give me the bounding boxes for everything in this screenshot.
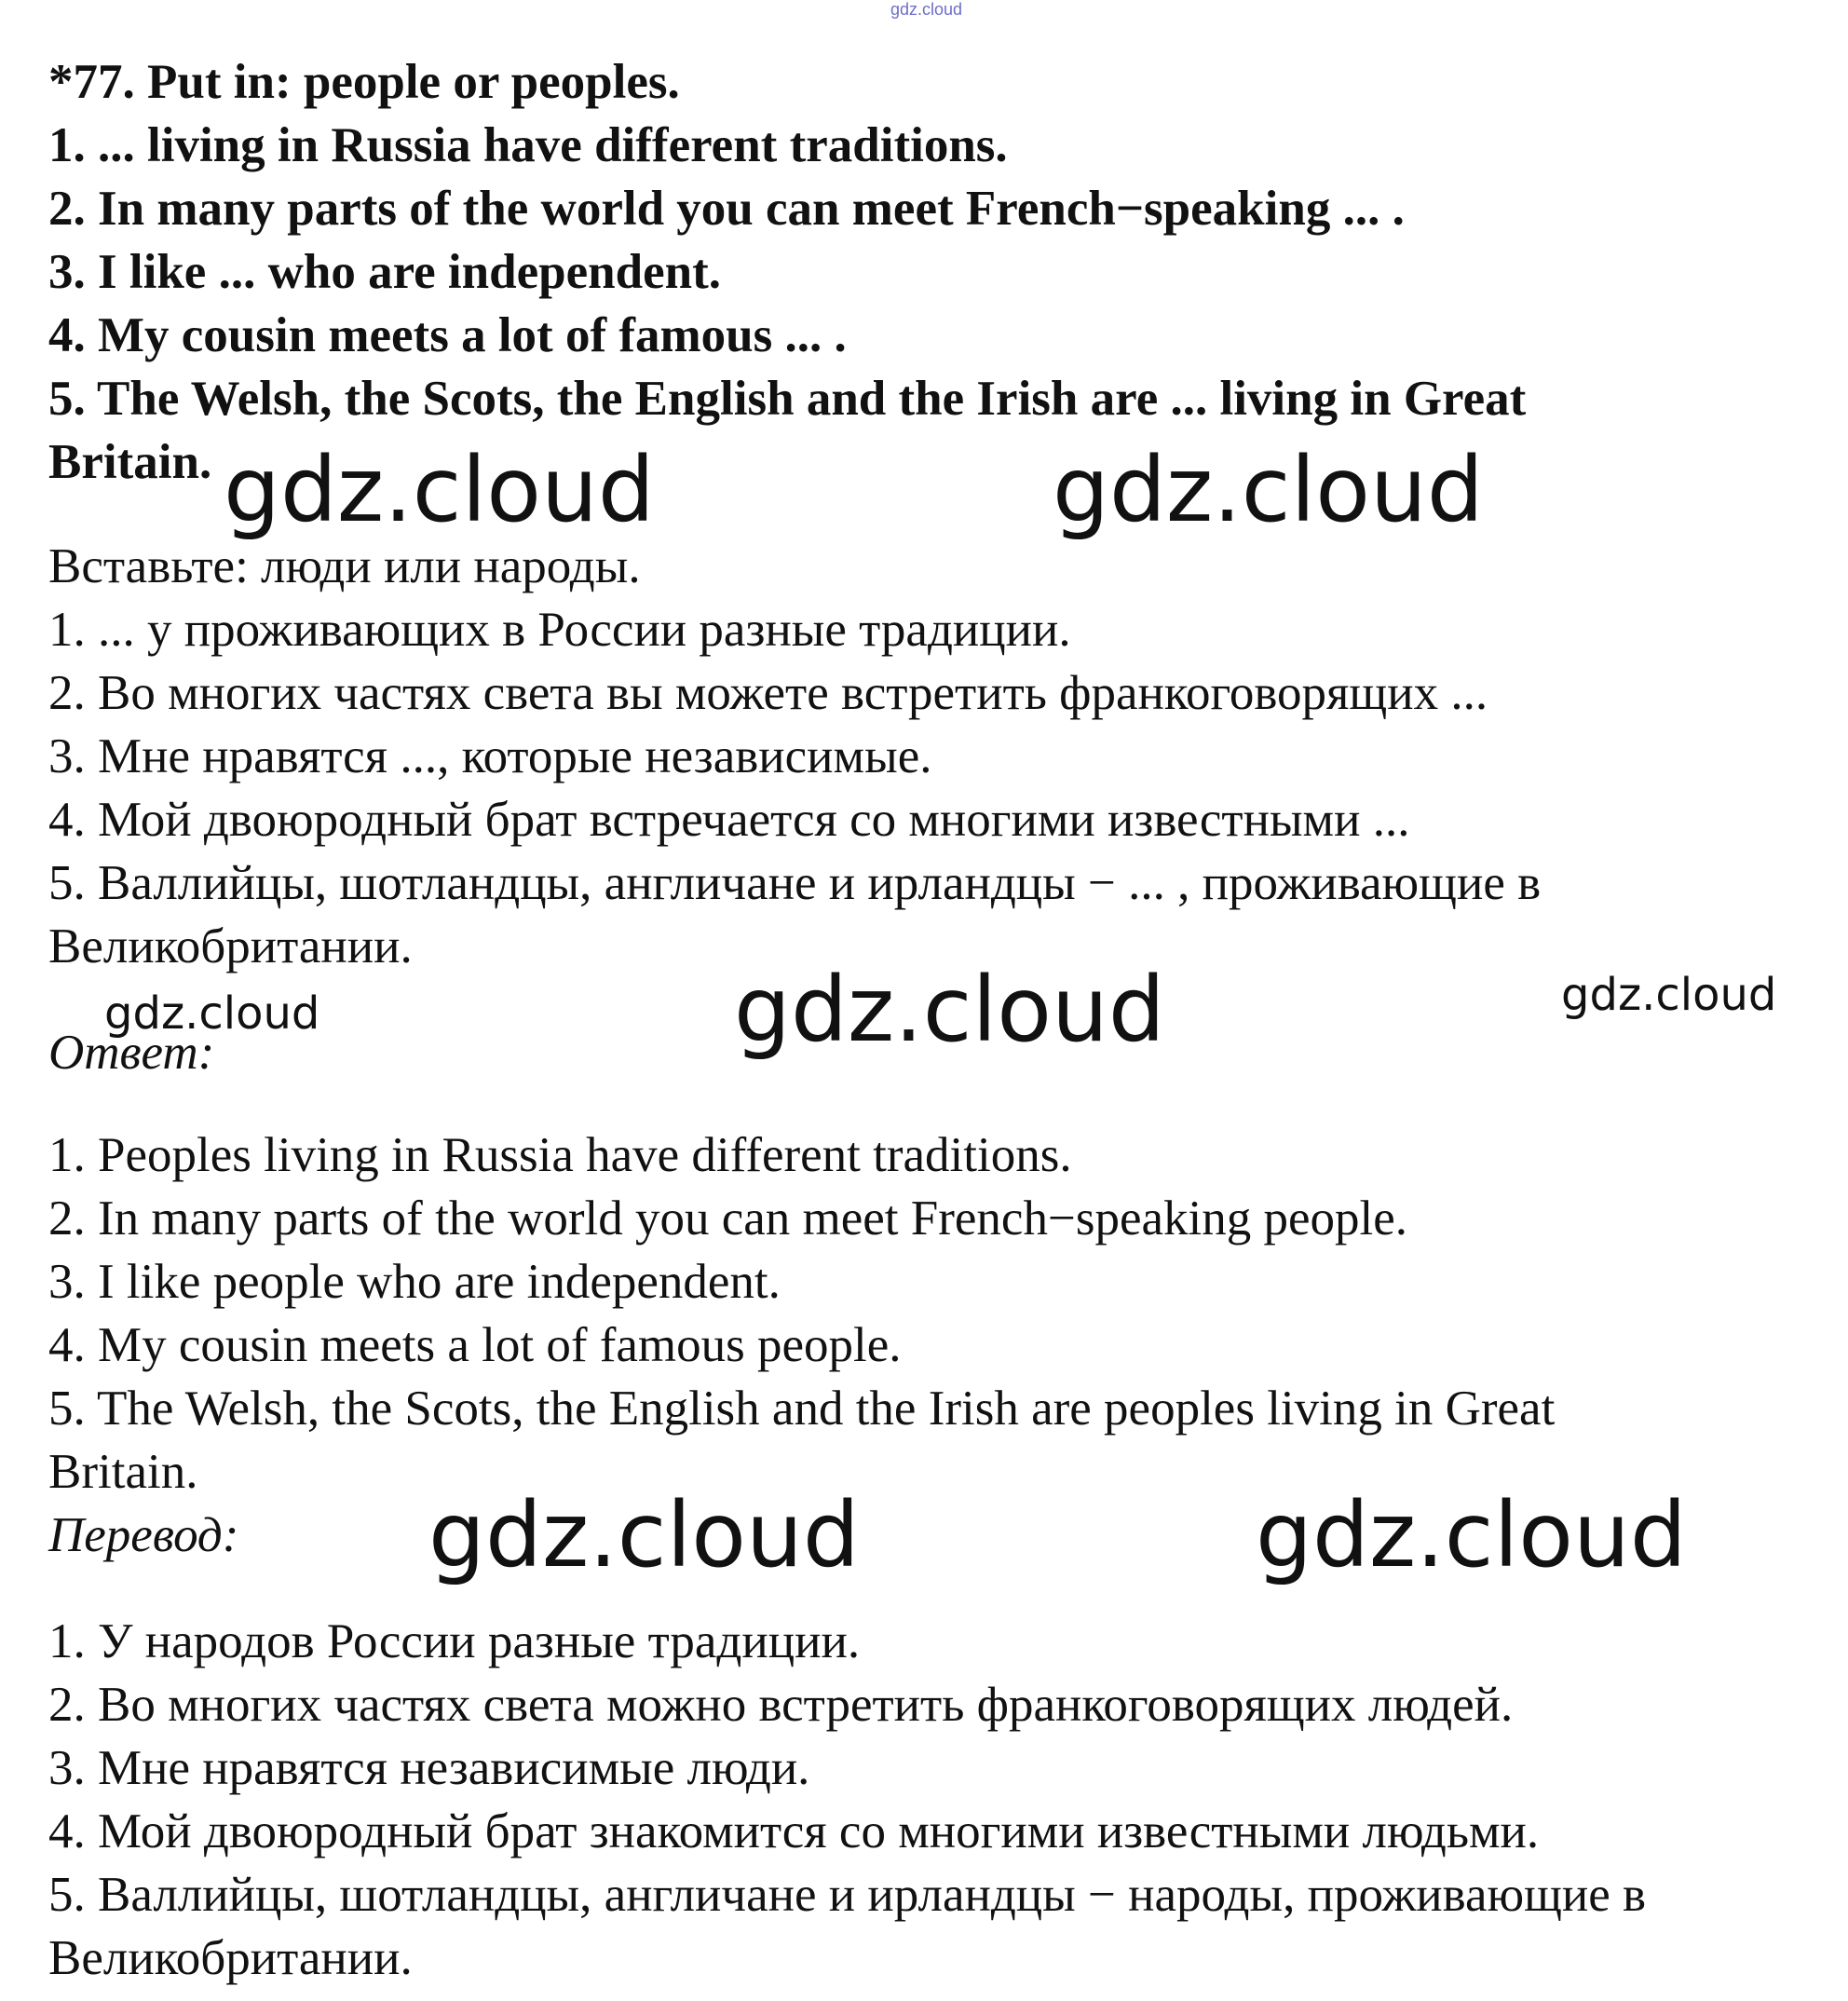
watermark: gdz.cloud — [428, 1483, 860, 1587]
task-ru-item-3: 3. Мне нравятся ..., которые независимые. — [48, 729, 932, 783]
translation-label: Перевод: — [48, 1508, 239, 1562]
watermark: gdz.cloud — [104, 987, 320, 1040]
answer-label: Ответ: — [48, 1026, 215, 1080]
watermark: gdz.cloud — [734, 958, 1165, 1062]
translation-item-5: 5. Валлийцы, шотландцы, англичане и ирландцы − народы, проживающие в — [48, 1868, 1647, 1922]
task-ru-item-2: 2. Во многих частях света вы можете встретить франкоговорящих ... — [48, 666, 1488, 720]
task-item-5: 5. The Welsh, the Scots, the English and the Irish are ... living in Great — [48, 372, 1527, 426]
watermark: gdz.cloud — [1561, 969, 1777, 1021]
answer-item-2: 2. In many parts of the world you can meet French−speaking people. — [48, 1191, 1408, 1246]
watermark: gdz.cloud — [224, 438, 655, 542]
translation-item-1: 1. У народов России разные традиции. — [48, 1614, 861, 1668]
task-item-4: 4. My cousin meets a lot of famous ... . — [48, 308, 847, 362]
answer-item-5: 5. The Welsh, the Scots, the English and the Irish are peoples living in Great — [48, 1382, 1556, 1436]
task-item-3: 3. I like ... who are independent. — [48, 245, 721, 299]
task-item-2: 2. In many parts of the world you can meet French−speaking ... . — [48, 182, 1405, 236]
translation-item-3: 3. Мне нравятся независимые люди. — [48, 1741, 810, 1795]
answer-item-3: 3. I like people who are independent. — [48, 1255, 781, 1309]
translation-item-4: 4. Мой двоюродный брат знакомится со многими известными людьми. — [48, 1804, 1540, 1858]
task-ru-item-1: 1. ... у проживающих в России разные традиции. — [48, 603, 1071, 657]
task-item-5-cont: Britain. — [48, 435, 212, 489]
task-ru-item-4: 4. Мой двоюродный брат встречается со многими известными ... — [48, 793, 1410, 847]
answer-item-1: 1. Peoples living in Russia have different traditions. — [48, 1128, 1072, 1182]
task-ru-item-5-cont: Великобритании. — [48, 919, 413, 973]
top-watermark: gdz.cloud — [890, 0, 963, 19]
watermark: gdz.cloud — [1053, 438, 1484, 542]
task-ru-title: Вставьте: люди или народы. — [48, 539, 641, 593]
answer-item-4: 4. My cousin meets a lot of famous people. — [48, 1318, 902, 1372]
watermark: gdz.cloud — [1256, 1483, 1687, 1587]
answer-item-5-cont: Britain. — [48, 1445, 198, 1499]
task-item-1: 1. ... living in Russia have different traditions. — [48, 118, 1008, 172]
task-ru-item-5: 5. Валлийцы, шотландцы, англичане и ирландцы − ... , проживающие в — [48, 856, 1542, 910]
task-title: *77. Put in: people or peoples. — [48, 55, 680, 109]
translation-item-2: 2. Во многих частях света можно встретить франкоговорящих людей. — [48, 1678, 1514, 1732]
translation-item-5-cont: Великобритании. — [48, 1931, 413, 1985]
